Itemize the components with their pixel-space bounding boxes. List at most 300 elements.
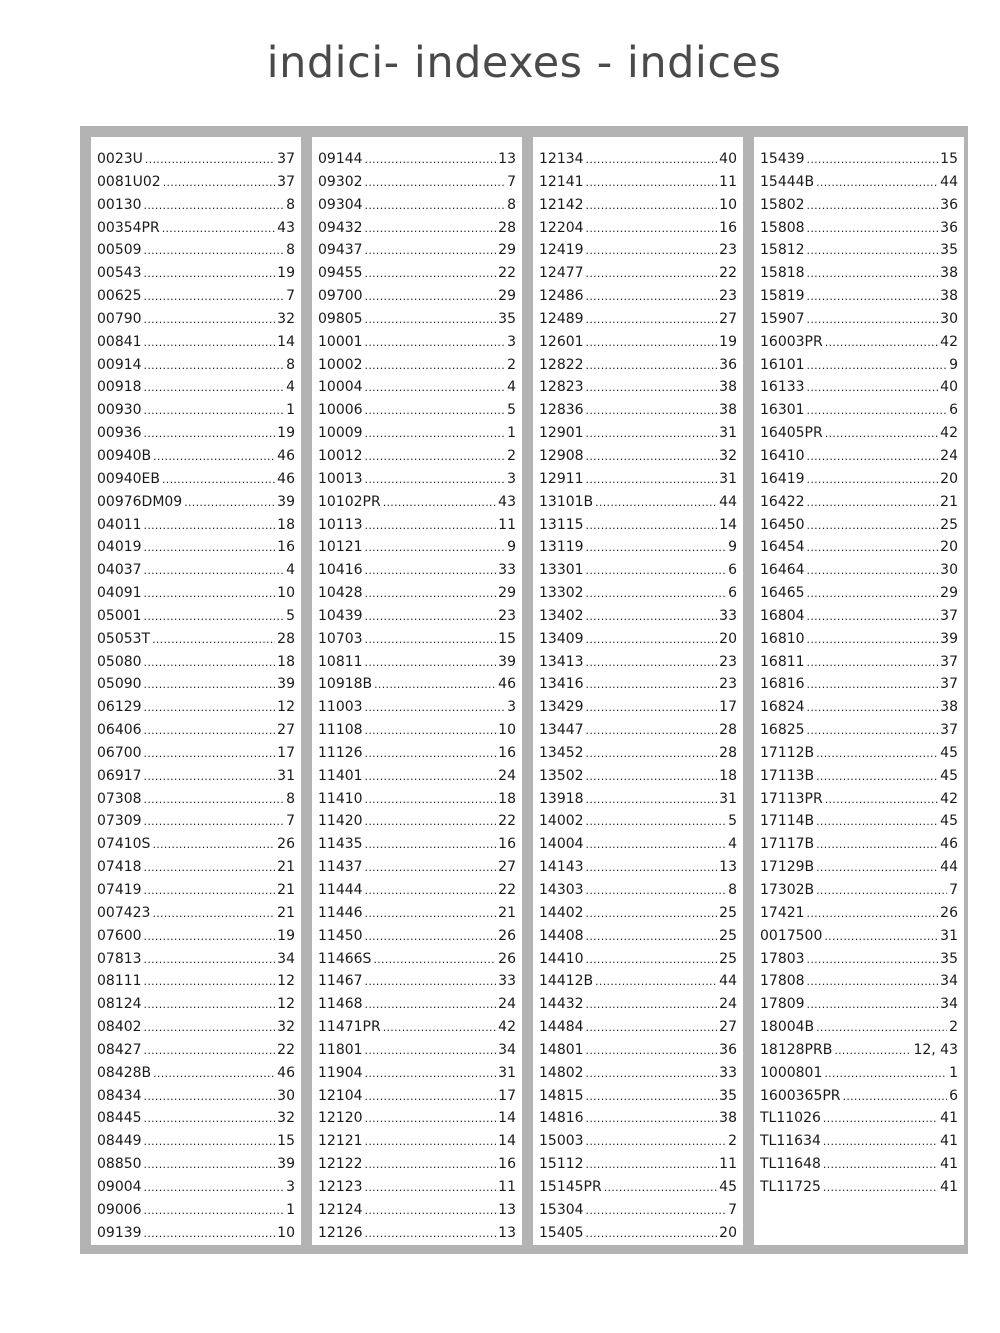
entry-code: 12477 [539,265,584,282]
entry-code: 17117B [760,836,815,853]
entry-code: 08427 [97,1041,142,1058]
entry-page: 23 [719,653,737,670]
entry-code: 11126 [318,744,363,761]
entry-code: 13301 [539,562,584,579]
entry-code: 12601 [539,333,584,350]
entry-page: 14 [498,1110,516,1127]
index-entry [760,148,958,171]
entry-page: 45 [940,767,958,784]
dot-leader [807,560,939,583]
index-entry [318,1222,516,1245]
entry-code: 12123 [318,1178,363,1195]
entry-page: 8 [728,882,737,898]
entry-page: 18 [277,516,295,533]
entry-page: 22 [719,265,737,282]
dot-leader [807,218,939,241]
index-entry [318,171,516,194]
index-entry [318,810,516,833]
dot-leader [144,766,276,789]
entry-page: 41 [940,1133,958,1150]
dot-leader [586,1200,727,1223]
index-entry [760,239,958,262]
entry-code: 08445 [97,1110,142,1127]
dot-leader [365,423,506,446]
index-entry [539,308,737,331]
dot-leader [586,697,718,720]
entry-page: 10 [498,722,516,739]
entry-code: 00936 [97,425,142,442]
index-entry [97,856,295,879]
dot-leader [152,834,275,857]
entry-code: 00930 [97,402,142,419]
index-entry [318,582,516,605]
index-entry [97,559,295,582]
dot-leader [586,1063,718,1086]
index-entry [760,491,958,514]
entry-code: 11401 [318,767,363,784]
index-entry [539,468,737,491]
entry-page: 25 [719,927,737,944]
entry-page: 17 [277,744,295,761]
index-entry [760,514,958,537]
dot-leader [144,994,276,1017]
entry-page: 7 [507,173,516,190]
entry-code: 16811 [760,653,805,670]
entry-code: 12204 [539,219,584,236]
entry-page: 26 [277,836,295,853]
entry-page: 4 [286,562,295,579]
entry-code: 0081U02 [97,173,161,190]
entry-page: 26 [940,904,958,921]
index-entry [539,1130,737,1153]
index-entry [97,468,295,491]
entry-code: 15819 [760,288,805,305]
entry-code: 08124 [97,996,142,1013]
index-entry [318,262,516,285]
index-entry [318,468,516,491]
entry-code: 11467 [318,973,363,990]
index-entry [760,673,958,696]
dot-leader [144,1040,276,1063]
dot-leader [144,926,276,949]
entry-page: 36 [940,219,958,236]
index-entry [318,605,516,628]
dot-leader [144,949,276,972]
entry-code: 10703 [318,630,363,647]
index-entry [760,262,958,285]
entry-page: 44 [940,173,958,190]
entry-page: 8 [286,196,295,213]
dot-leader [586,926,718,949]
index-entry [97,673,295,696]
entry-code: 11466S [318,950,372,967]
entry-page: 7 [286,288,295,305]
entry-page: 34 [277,950,295,967]
index-column [754,137,964,1245]
entry-code: 16133 [760,379,805,396]
index-column [312,137,522,1245]
dot-leader [586,629,718,652]
dot-leader [144,1131,276,1154]
entry-page: 10 [277,585,295,602]
entry-page: 27 [719,1019,737,1036]
dot-leader [144,880,276,903]
dot-leader [152,903,275,926]
dot-leader [816,834,938,857]
entry-code: 07309 [97,813,142,830]
entry-code: 16816 [760,676,805,693]
index-column [533,137,743,1245]
entry-code: 14802 [539,1064,584,1081]
index-entry [318,1107,516,1130]
entry-page: 37 [277,173,295,190]
entry-code: 11444 [318,882,363,898]
dot-leader [807,515,939,538]
dot-leader [144,332,276,355]
entry-page: 30 [940,310,958,327]
entry-code: 16465 [760,585,805,602]
entry-page: 4 [728,836,737,853]
dot-leader [586,1086,718,1109]
dot-leader [816,743,938,766]
index-entry [318,948,516,971]
entry-page: 20 [719,1224,737,1241]
index-entry [539,445,737,468]
page-title: indici- indexes - indices [266,38,782,88]
dot-leader [823,1177,938,1200]
entry-code: 08449 [97,1133,142,1150]
index-entry [760,1130,958,1153]
entry-page: 16 [498,1156,516,1173]
dot-leader [586,195,718,218]
dot-leader [144,423,276,446]
entry-page: 35 [498,310,516,327]
entry-code: 12823 [539,379,584,396]
dot-leader [586,286,718,309]
index-entry [97,262,295,285]
entry-code: 00543 [97,265,142,282]
dot-leader [144,857,276,880]
dot-leader [586,834,727,857]
index-entry [539,948,737,971]
entry-page: 3 [507,699,516,716]
entry-page: 7 [949,882,958,898]
index-entry [760,810,958,833]
entry-page: 42 [940,333,958,350]
dot-leader [365,697,506,720]
entry-code: 17803 [760,950,805,967]
dot-leader [595,971,717,994]
entry-code: 00940EB [97,470,160,487]
dot-leader [807,971,939,994]
dot-leader [586,469,718,492]
entry-code: 15112 [539,1156,584,1173]
index-entry [97,217,295,240]
index-entry [760,742,958,765]
index-entry [760,696,958,719]
entry-page: 25 [719,904,737,921]
dot-leader [365,1177,497,1200]
entry-page: 32 [277,310,295,327]
entry-page: 7 [728,1201,737,1218]
entry-page: 35 [940,242,958,259]
entry-page: 38 [940,265,958,282]
entry-page: 9 [728,539,737,556]
dot-leader [162,469,275,492]
entry-page: 11 [498,1178,516,1195]
dot-leader [586,1017,718,1040]
dot-leader [586,606,718,629]
dot-leader [807,903,939,926]
entry-page: 40 [719,151,737,167]
entry-code: 04019 [97,539,142,556]
dot-leader [365,309,497,332]
entry-code: 16405PR [760,425,823,442]
entry-page: 38 [940,699,958,716]
entry-code: 10811 [318,653,363,670]
entry-page: 14 [719,516,737,533]
dot-leader [144,537,276,560]
dot-leader [825,789,938,812]
index-entry [539,879,737,902]
entry-code: 13413 [539,653,584,670]
entry-page: 11 [719,173,737,190]
index-entry [97,399,295,422]
entry-page: 15 [277,1133,295,1150]
dot-leader [586,263,718,286]
dot-leader [365,1108,497,1131]
entry-page: 11 [719,1156,737,1173]
entry-page: 22 [498,882,516,898]
index-column [91,137,301,1245]
index-entry [97,194,295,217]
dot-leader [144,811,285,834]
dot-leader [807,583,939,606]
index-entry [539,742,737,765]
entry-code: 14410 [539,950,584,967]
entry-code: 1600365PR [760,1087,841,1104]
entry-code: 12901 [539,425,584,442]
index-entry [760,354,958,377]
dot-leader [144,377,285,400]
index-entry [318,970,516,993]
entry-code: 16450 [760,516,805,533]
entry-code: 12134 [539,151,584,167]
index-entry [539,833,737,856]
entry-code: 14484 [539,1019,584,1036]
entry-page: 26 [498,950,516,967]
entry-code: 16101 [760,356,805,373]
entry-code: 00354PR [97,219,160,236]
index-entry [97,376,295,399]
index-entry [760,879,958,902]
entry-page: 7 [286,813,295,830]
entry-page: 1 [286,1201,295,1218]
index-entry [760,719,958,742]
index-entry [539,491,737,514]
index-entry [539,536,737,559]
entry-code: 06129 [97,699,142,716]
entry-code: 09304 [318,196,363,213]
dot-leader [807,697,939,720]
entry-page: 15 [940,151,958,167]
dot-leader [365,926,497,949]
entry-page: 28 [498,219,516,236]
entry-page: 5 [507,402,516,419]
entry-page: 14 [277,333,295,350]
entry-code: 11437 [318,859,363,876]
entry-page: 44 [719,493,737,510]
index-entry [539,239,737,262]
index-entry [97,308,295,331]
entry-code: 12486 [539,288,584,305]
entry-code: 16464 [760,562,805,579]
entry-code: TL11026 [760,1110,821,1127]
entry-page: 33 [498,973,516,990]
entry-code: 00841 [97,333,142,350]
dot-leader [807,652,939,675]
entry-page: 31 [719,425,737,442]
index-entry [318,925,516,948]
dot-leader [144,1017,276,1040]
index-entry [318,833,516,856]
dot-leader [365,195,506,218]
entry-code: 14402 [539,904,584,921]
entry-page: 2 [507,447,516,464]
entry-page: 16 [498,836,516,853]
entry-page: 23 [719,242,737,259]
entry-page: 8 [507,196,516,213]
entry-code: 09144 [318,151,363,167]
entry-page: 25 [719,950,737,967]
entry-code: 13447 [539,722,584,739]
entry-code: 12419 [539,242,584,259]
dot-leader [365,994,497,1017]
index-entry [760,605,958,628]
entry-page: 8 [286,242,295,259]
entry-page: 24 [498,767,516,784]
dot-leader [807,492,939,515]
entry-page: 8 [286,790,295,807]
entry-code: 11468 [318,996,363,1013]
entry-code: 15304 [539,1201,584,1218]
dot-leader [586,903,718,926]
entry-code: 05080 [97,653,142,670]
entry-page: 29 [498,242,516,259]
entry-page: 24 [719,996,737,1013]
dot-leader [586,515,718,538]
index-entry [97,285,295,308]
entry-code: 12124 [318,1201,363,1218]
dot-leader [144,743,276,766]
entry-page: 37 [940,676,958,693]
dot-leader [586,743,718,766]
index-entry [318,1130,516,1153]
entry-page: 38 [719,402,737,419]
entry-code: 16810 [760,630,805,647]
index-entry [97,765,295,788]
entry-code: 15003 [539,1133,584,1150]
index-entry [760,559,958,582]
entry-code: 04011 [97,516,142,533]
entry-page: 2 [507,356,516,373]
index-entry [97,239,295,262]
dot-leader [365,811,497,834]
entry-code: 07813 [97,950,142,967]
entry-page: 13 [498,1201,516,1218]
entry-code: 11450 [318,927,363,944]
dot-leader [586,789,718,812]
entry-code: 17808 [760,973,805,990]
index-entry [539,628,737,651]
entry-code: 13416 [539,676,584,693]
entry-code: 12141 [539,173,584,190]
entry-page: 19 [719,333,737,350]
dot-leader [144,697,276,720]
dot-leader [824,926,938,949]
entry-page: 40 [940,379,958,396]
index-entry [318,422,516,445]
dot-leader [365,537,506,560]
entry-page: 12 [277,996,295,1013]
dot-leader [834,1040,911,1063]
dot-leader [807,355,948,378]
entry-page: 1 [949,1064,958,1081]
entry-code: 15145PR [539,1178,602,1195]
entry-page: 24 [498,996,516,1013]
entry-code: 00914 [97,356,142,373]
index-entry [318,1039,516,1062]
index-entry [97,1153,295,1176]
entry-page: 37 [940,607,958,624]
entry-page: 30 [277,1087,295,1104]
entry-code: 15808 [760,219,805,236]
index-entry [539,559,737,582]
dot-leader [144,400,285,423]
index-entry [318,559,516,582]
entry-code: 12911 [539,470,584,487]
entry-page: 12 [277,699,295,716]
dot-leader [365,583,497,606]
dot-leader [144,286,285,309]
entry-page: 35 [940,950,958,967]
dot-leader [824,1063,947,1086]
index-entry [318,696,516,719]
dot-leader [365,446,506,469]
entry-code: 12908 [539,447,584,464]
dot-leader [586,857,718,880]
entry-page: 34 [498,1041,516,1058]
dot-leader [365,743,497,766]
index-entry [318,354,516,377]
dot-leader [604,1177,717,1200]
entry-code: 17129B [760,859,815,876]
index-entry [760,628,958,651]
index-entry [318,1085,516,1108]
entry-code: 14004 [539,836,584,853]
index-entry [97,1039,295,1062]
index-entry [318,376,516,399]
entry-page: 13 [719,859,737,876]
dot-leader [816,766,938,789]
index-entry [97,628,295,651]
index-entry [760,1062,958,1085]
dot-leader [144,971,276,994]
entry-page: 22 [498,813,516,830]
dot-leader [144,195,285,218]
entry-page: 10 [719,196,737,213]
entry-code: 14432 [539,996,584,1013]
